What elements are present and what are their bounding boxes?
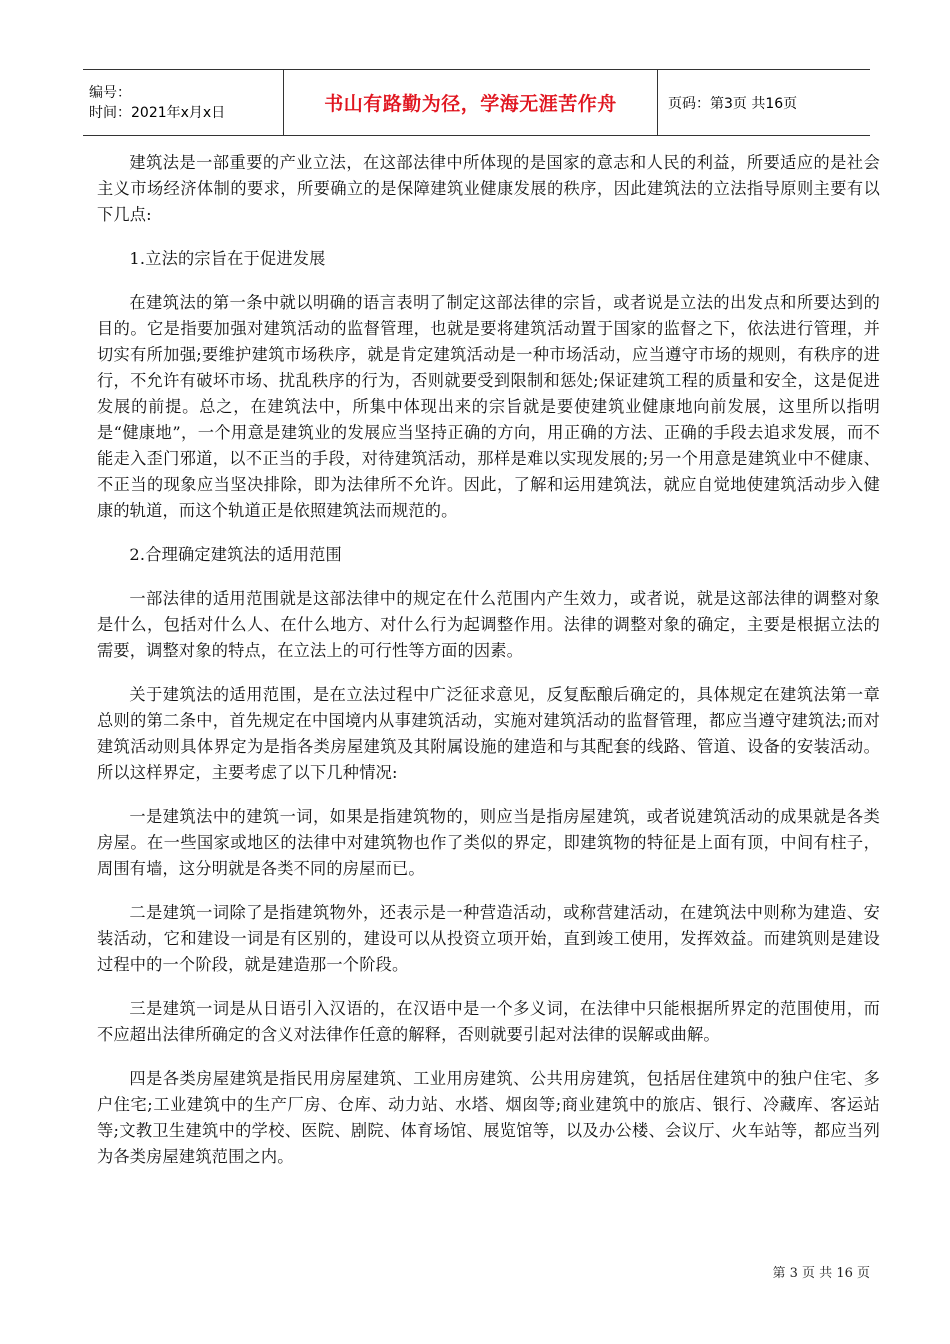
- section-heading-2: 2.合理确定建筑法的适用范围: [129, 545, 342, 564]
- paragraph: 一部法律的适用范围就是这部法律中的规定在什么范围内产生效力，或者说，就是这部法律的调整对象是什么，包括对什么人、在什么地方、对什么行为起调整作用。法律的调整对象的确定，主要是根据立法的需要，调整对象的特点，在立法上的可行性等方面的因素。: [97, 589, 880, 660]
- doc-number-label: 编号：: [89, 84, 131, 101]
- header-meta: [83, 70, 283, 135]
- paragraph: 一是建筑法中的建筑一词，如果是指建筑物的，则应当是指房屋建筑，或者说建筑活动的成果就是各类房屋。在一些国家或地区的法律中对建筑物也作了类似的界定，即建筑物的特征是上面有顶，中间有柱子，周围有墙，这分明就是各类不同的房屋而已。: [97, 807, 880, 878]
- doc-date-label: 时间：2021年x月x日: [89, 104, 226, 121]
- paragraph: 三是建筑一词是从日语引入汉语的，在汉语中是一个多义词，在法律中只能根据所界定的范围使用，而不应超出法律所确定的含义对法律作任意的解释，否则就要引起对法律的误解或曲解。: [97, 999, 880, 1044]
- page-header: [83, 69, 870, 136]
- paragraph: 四是各类房屋建筑是指民用房屋建筑、工业用房建筑、公共用房建筑，包括居住建筑中的独户住宅、多户住宅;工业建筑中的生产厂房、仓库、动力站、水塔、烟囱等;商业建筑中的旅店、银行、冷藏库、客运站等;文教卫生建筑中的学校、医院、剧院、体育场馆、展览馆等，以及办公楼、会议厅、火车站等，都应当列为各类房屋建筑范围之内。: [97, 1069, 880, 1166]
- paragraph: 在建筑法的第一条中就以明确的语言表明了制定这部法律的宗旨，或者说是立法的出发点和所要达到的目的。它是指要加强对建筑活动的监督管理，也就是要将建筑活动置于国家的监督之下，依法进行管理，并切实有所加强;要维护建筑市场秩序，就是肯定建筑活动是一种市场活动，应当遵守市场的规则，有秩序的进行，不允许有破坏市场、扰乱秩序的行为，否则就要受到限制和惩处;保证建筑工程的质量和安全，这是促进发展的前提。总之，在建筑法中，所集中体现出来的宗旨就是要使建筑业健康地向前发展，这里所以指明是“健康地”，一个用意是建筑业的发展应当坚持正确的方向，用正确的方法、正确的手段去追求发展，而不能走入歪门邪道，以不正当的手段，对待建筑活动，那样是难以实现发展的;另一个用意是建筑业中不健康、不正当的现象应当坚决排除，即为法律所不允许。因此，了解和运用建筑法，就应自觉地使建筑活动步入健康的轨道，而这个轨道正是依照建筑法而规范的。: [97, 293, 880, 520]
- paragraph: 关于建筑法的适用范围，是在立法过程中广泛征求意见，反复酝酿后确定的，具体规定在建筑法第一章总则的第二条中，首先规定在中国境内从事建筑活动，实施对建筑活动的监督管理，都应当遵守建筑法;而对建筑活动则具体界定为是指各类房屋建筑及其附属设施的建造和与其配套的线路、管道、设备的安装活动。所以这样界定，主要考虑了以下几种情况:: [97, 685, 880, 782]
- section-heading-1: 1.立法的宗旨在于促进发展: [129, 249, 326, 268]
- header-page-info: 页码：第3页 共16页: [668, 95, 798, 112]
- footer-page-number: 第 3 页 共 16 页: [772, 1266, 870, 1281]
- paragraph-intro: 建筑法是一部重要的产业立法，在这部法律中所体现的是国家的意志和人民的利益，所要适应的是社会主义市场经济体制的要求，所要确立的是保障建筑业健康发展的秩序，因此建筑法的立法指导原则主要有以下几点:: [97, 153, 880, 224]
- paragraph: 二是建筑一词除了是指建筑物外，还表示是一种营造活动，或称营建活动，在建筑法中则称为建造、安装活动，它和建设一词是有区别的，建设可以从投资立项开始，直到竣工使用，发挥效益。而建筑则是建设过程中的一个阶段，就是建造那一个阶段。: [97, 903, 880, 974]
- header-motto: 书山有路勤为径，学海无涯苦作舟: [324, 93, 617, 115]
- document-body: [97, 150, 880, 1188]
- header-page-info-cell: [658, 70, 870, 135]
- page-footer: [0, 1262, 870, 1281]
- header-motto-cell: [283, 70, 658, 135]
